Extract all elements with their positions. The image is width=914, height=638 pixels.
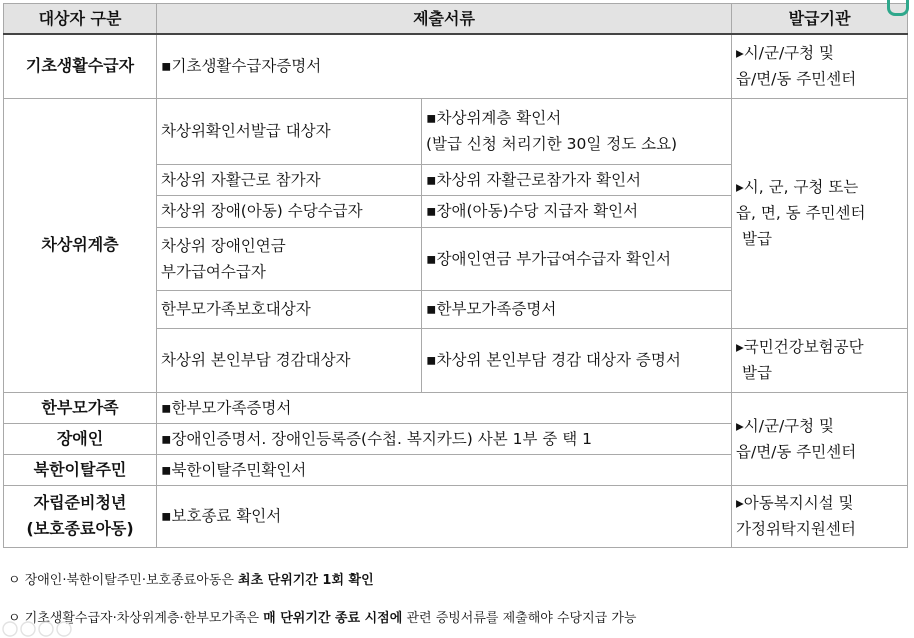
near-poor-sub-name: 차상위 자활근로 참가자 <box>157 164 422 195</box>
table-row <box>4 392 908 423</box>
table-row <box>4 485 908 547</box>
agency-line: 가정위탁지원센터 <box>736 520 856 538</box>
near-poor-sub-doc <box>422 98 732 164</box>
category-disabled: 장애인 <box>4 423 157 454</box>
table-row <box>4 98 908 164</box>
category-youth <box>4 485 157 547</box>
corner-decoration-icon <box>887 0 909 16</box>
near-poor-sub-name <box>157 227 422 290</box>
doc-single-parent: ▪한부모가족증명서 <box>157 392 732 423</box>
table-row <box>4 34 908 98</box>
header-issuing-agency: 발급기관 <box>732 4 908 35</box>
agency-line: 발급 <box>742 230 772 248</box>
note-text: 관련 증빙서류를 제출해야 수당지급 가능 <box>402 611 637 626</box>
note-first-check <box>8 572 374 590</box>
category-near-poor: 차상위계층 <box>4 98 157 392</box>
header-documents: 제출서류 <box>157 4 732 35</box>
note-text: ㅇ 기초생활수급자·차상위계층·한부모가족은 <box>8 611 264 626</box>
agency-line: ▸국민건강보험공단 <box>736 338 864 356</box>
doc-defector: ▪북한이탈주민확인서 <box>157 454 732 485</box>
submission-documents-table <box>3 3 908 548</box>
doc-disabled: ▪장애인증명서. 장애인등록증(수첩. 복지카드) 사본 1부 중 택 1 <box>157 423 732 454</box>
header-target-category: 대상자 구분 <box>4 4 157 35</box>
name-line: 차상위 장애인연금 <box>161 236 286 255</box>
agency-line: ▸시/군/구청 및 <box>736 44 835 63</box>
agency-near-poor-b <box>732 328 908 392</box>
doc-line: ▪차상위계층 확인서 <box>426 109 562 127</box>
category-defector: 북한이탈주민 <box>4 454 157 485</box>
name-line: 부가급여수급자 <box>161 262 266 281</box>
agency-basic-livelihood <box>732 34 908 98</box>
document-table-wrapper <box>3 3 907 548</box>
agency-line: 읍/면/동 주민센터 <box>736 70 857 89</box>
agency-shared <box>732 392 908 485</box>
near-poor-sub-doc: ▪한부모가족증명서 <box>422 290 732 328</box>
agency-youth <box>732 485 908 547</box>
near-poor-sub-doc: ▪장애인연금 부가급여수급자 확인서 <box>422 227 732 290</box>
note-emphasis: 최초 단위기간 1회 확인 <box>238 573 374 588</box>
near-poor-sub-name: 차상위확인서발급 대상자 <box>157 98 422 164</box>
table-header-row <box>4 4 908 35</box>
near-poor-sub-doc: ▪차상위 자활근로참가자 확인서 <box>422 164 732 195</box>
agency-line: ▸시/군/구청 및 <box>736 416 835 435</box>
category-basic-livelihood: 기초생활수급자 <box>4 34 157 98</box>
near-poor-sub-name: 차상위 본인부담 경감대상자 <box>157 328 422 392</box>
faded-watermark-icon <box>0 616 110 638</box>
note-text: ㅇ 장애인·북한이탈주민·보호종료아동은 <box>8 573 239 588</box>
agency-line: 읍, 면, 동 주민센터 <box>736 204 866 222</box>
doc-youth: ▪보호종료 확인서 <box>157 485 732 547</box>
doc-basic-livelihood: ▪기초생활수급자증명서 <box>157 34 732 98</box>
agency-line: ▸시, 군, 구청 또는 <box>736 178 859 196</box>
agency-line: 읍/면/동 주민센터 <box>736 442 857 461</box>
category-single-parent: 한부모가족 <box>4 392 157 423</box>
category-line: (보호종료아동) <box>26 519 134 538</box>
near-poor-sub-name: 한부모가족보호대상자 <box>157 290 422 328</box>
near-poor-sub-doc: ▪차상위 본인부담 경감 대상자 증명서 <box>422 328 732 392</box>
agency-line: 발급 <box>742 364 772 382</box>
agency-line: ▸아동복지시설 및 <box>736 494 854 512</box>
near-poor-sub-name: 차상위 장애(아동) 수당수급자 <box>157 195 422 227</box>
doc-line: (발급 신청 처리기한 30일 정도 소요) <box>426 135 678 153</box>
agency-near-poor-a <box>732 98 908 328</box>
category-line: 자립준비청년 <box>33 493 127 512</box>
near-poor-sub-doc: ▪장애(아동)수당 지급자 확인서 <box>422 195 732 227</box>
note-emphasis: 매 단위기간 종료 시점에 <box>263 611 403 626</box>
